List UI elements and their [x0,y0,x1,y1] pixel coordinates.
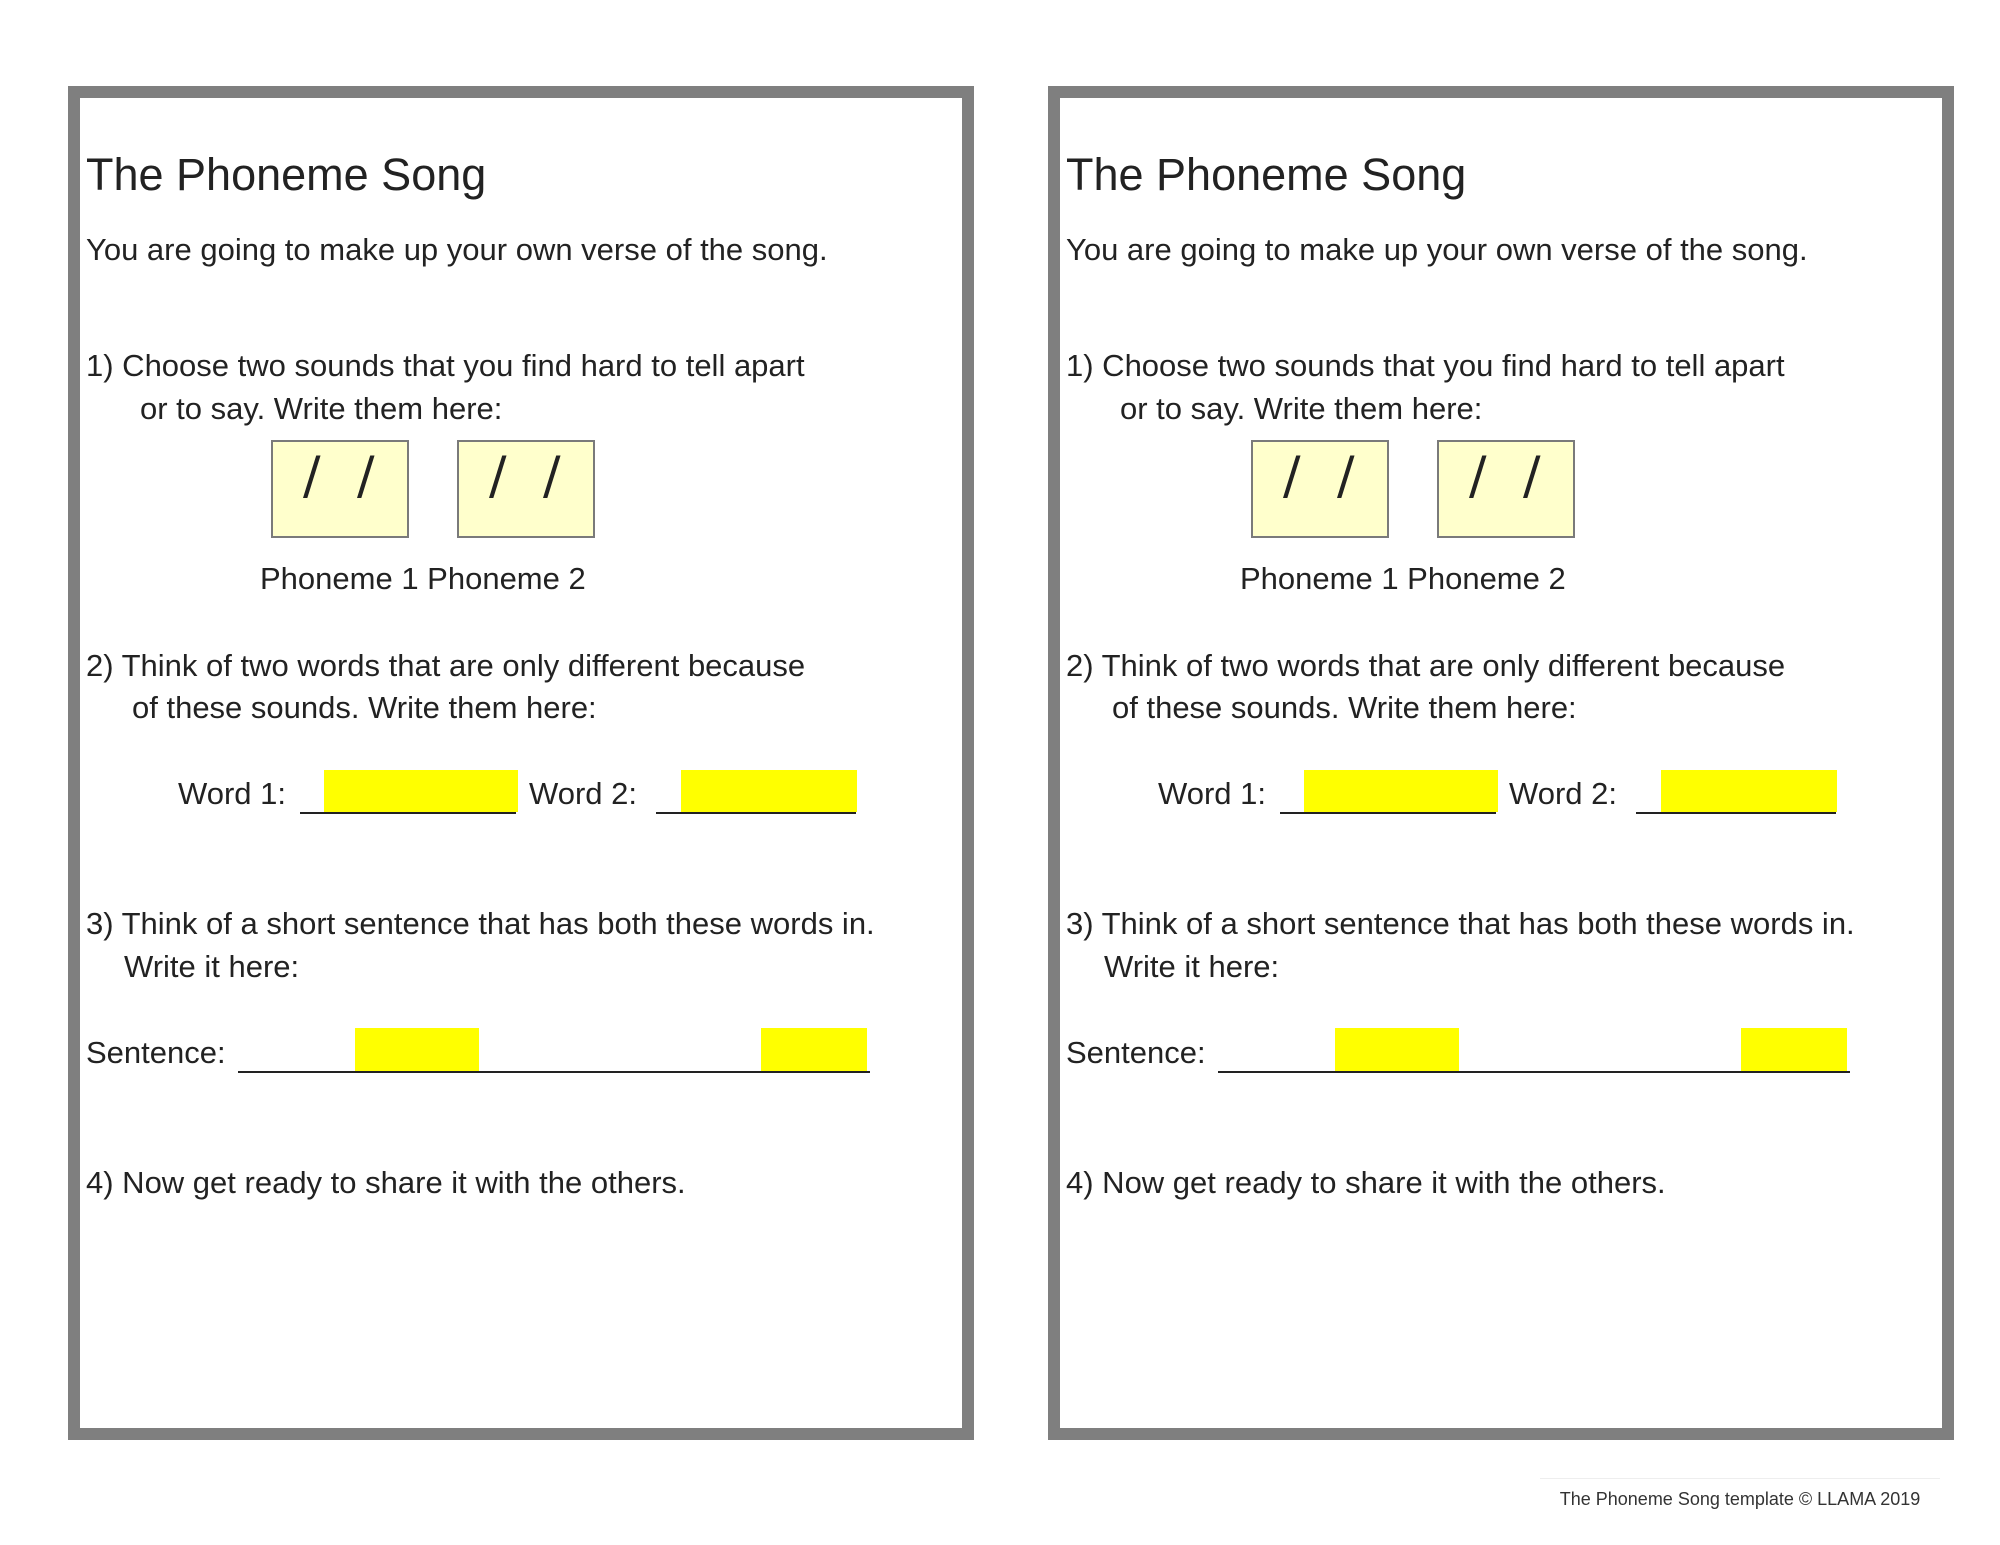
card-title: The Phoneme Song [1066,149,1467,200]
word-1-underline [300,812,516,814]
step2-line1: 2) Think of two words that are only different because [1066,648,1786,683]
phoneme-2-box[interactable] [1437,440,1575,538]
slash-mark: / [1469,446,1487,506]
step3-line2: Write it here: [1104,949,1280,984]
sentence-word-1-field[interactable] [355,1028,479,1072]
step2-line1: 2) Think of two words that are only different because [86,648,806,683]
sentence-word-2-field[interactable] [761,1028,867,1072]
step2-line2: of these sounds. Write them here: [132,690,597,725]
intro-text: You are going to make up your own verse of the song. [86,232,828,267]
word1-label: Word 1: [1158,776,1266,811]
step1-line1: 1) Choose two sounds that you find hard to tell apart [86,348,805,383]
step1-line1: 1) Choose two sounds that you find hard to tell apart [1066,348,1785,383]
step2-line2: of these sounds. Write them here: [1112,690,1577,725]
step4-text: 4) Now get ready to share it with the others. [86,1165,686,1200]
word-1-field[interactable] [324,770,518,812]
sentence-word-1-field[interactable] [1335,1028,1459,1072]
step3-line2: Write it here: [124,949,300,984]
word-2-underline [656,812,856,814]
word-2-field[interactable] [1661,770,1837,812]
phoneme-labels: Phoneme 1 Phoneme 2 [260,561,586,596]
phoneme-labels: Phoneme 1 Phoneme 2 [1240,561,1566,596]
step3-line1: 3) Think of a short sentence that has both these words in. [86,906,875,941]
step1-line2: or to say. Write them here: [1120,391,1483,426]
step3-line1: 3) Think of a short sentence that has both these words in. [1066,906,1855,941]
intro-text: You are going to make up your own verse of the song. [1066,232,1808,267]
word2-label: Word 2: [529,776,637,811]
word2-label: Word 2: [1509,776,1617,811]
word-1-underline [1280,812,1496,814]
sentence-underline [1218,1071,1850,1073]
slash-mark: / [489,446,507,506]
card-title: The Phoneme Song [86,149,487,200]
worksheet-card-left [68,86,974,1440]
slash-mark: / [303,446,321,506]
slash-mark: / [1523,446,1541,506]
slash-mark: / [1337,446,1355,506]
sentence-label: Sentence: [86,1035,226,1070]
sentence-label: Sentence: [1066,1035,1206,1070]
worksheet-card-right [1048,86,1954,1440]
slash-mark: / [543,446,561,506]
word-2-underline [1636,812,1836,814]
slash-mark: / [1283,446,1301,506]
phoneme-2-box[interactable] [457,440,595,538]
phoneme-1-box[interactable] [1251,440,1389,538]
sentence-word-2-field[interactable] [1741,1028,1847,1072]
phoneme-1-box[interactable] [271,440,409,538]
word1-label: Word 1: [178,776,286,811]
word-1-field[interactable] [1304,770,1498,812]
copyright-footer: The Phoneme Song template © LLAMA 2019 [1540,1478,1940,1519]
sentence-underline [238,1071,870,1073]
step4-text: 4) Now get ready to share it with the others. [1066,1165,1666,1200]
slash-mark: / [357,446,375,506]
step1-line2: or to say. Write them here: [140,391,503,426]
word-2-field[interactable] [681,770,857,812]
